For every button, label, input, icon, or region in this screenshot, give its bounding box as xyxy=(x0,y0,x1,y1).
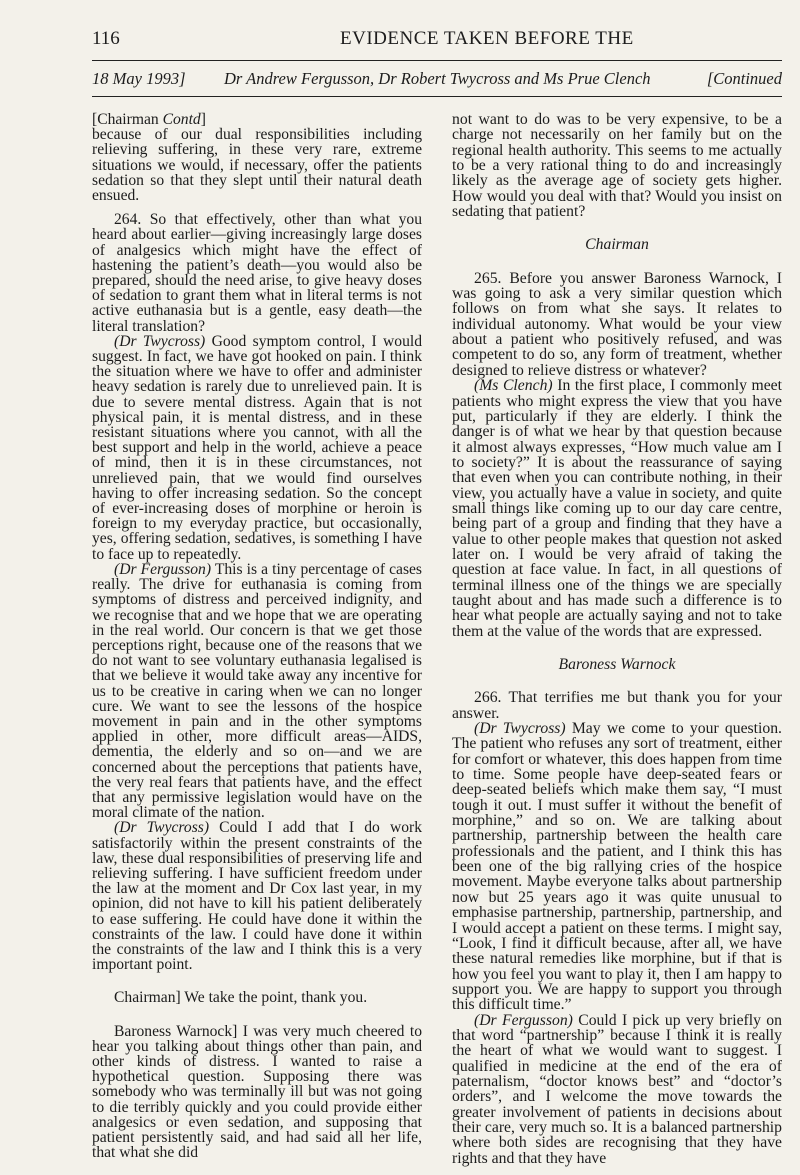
speaker-name: (Dr Twycross) xyxy=(114,332,206,350)
paragraph-text: May we come to your question. The patient who refuses any sort of treatment, either for comfort or whatever, this does happen from time to time. Some people have deep-seated fears or deep-seated beliefs which make them say, “I must tough it out. I must suffer it without the benefit of morphine,” and so on. We are talking about partnership, partnership between the health care professionals and the patient, and I think this has been one of the big rallying cries of the hospice movement. Maybe everyone talks about partnership now but 25 years ago it was quite unusual to emphasise partnership, partnership, partnership, and I would accept a patient on these terms. I might say, “Look, I find it difficult because, after all, we have these natural remedies like morphine, but if that is how you feel you want to play it, then I am happy to support you. We are happy to support you through this difficult time.” xyxy=(452,720,782,1014)
continued-label: [Continued xyxy=(706,69,782,88)
paragraph-text: In the first place, I commonly meet patients who might express the view that you have put, particularly if they are elderly. I think the danger is of what we hear by that question because it almost always expresses, “How much value am I to society?” It is about the reassurance of saying that even when you can contribute nothing, in their view, you actually have a value in society, and quite small things like coming up to our day care centre, being part of a group and finding that they have a value to other people makes that question not asked later on. I would be very afraid of taking the question at face value. In fact, in all questions of terminal illness one of the things we are specially taught about and has made such a difference is to hear what people are actually saying and not to take them at the value of the words that are expressed. xyxy=(452,377,783,640)
paragraph: not want to do was to be very expensive, to be a charge not necessarily on her family but on the regional health authority. This seems to me actually to be a very rational thing to do and increasingly likely as the average age of society gets higher. How would you deal with that? Would you insist on sedating that patient? xyxy=(452,111,782,221)
paragraph: Baroness Warnock] I was very much cheered to hear you talking about things other than pain, and other kinds of distress. I wanted to raise a hypothetical question. Supposing there was somebody who was terminally ill but was not going to die terribly quickly and you could provide either analgesics or even sedation, and supposing that patient persistently said, and had said all her life, that what she did xyxy=(92,1022,422,1162)
paragraph-text: Could I add that I do work satisfactorily within the present constraints of the law, these dual responsibilities of preserving life and relieving suffering. I have sufficient freedom under the law at the moment and Dr Cox last year, in my opinion, did not have to kill his patient deliberately to ease suffering. He could have done it within the constraints of the law. I could have done it within the constraints of the law and I think this is a very important point. xyxy=(92,819,422,974)
header-rule xyxy=(92,60,782,61)
speaker-name: (Ms Clench) xyxy=(474,377,553,395)
section-heading: Chairman xyxy=(585,236,649,254)
paragraph: Chairman] We take the point, thank you. xyxy=(114,989,368,1007)
page-number: 116 xyxy=(92,28,120,49)
speaker-name: (Dr Fergusson) xyxy=(114,560,212,578)
paragraph-text: Good symptom control, I would suggest. In fact, we have got hooked on pain. I think the situation where we have to offer and administer heavy sedation is rarely due to unrelieved pain. It is due to severe mental distress. Again that is not physical pain, it is mental distress, and in these resistant situations where you cannot, with all the best support and help in the world, achieve a peace of mind, then it is in these circumstances, not unrelieved pain, that we would find ourselves having to offer increasing sedation. So the concept of ever-increasing doses of morphine or heroin is foreign to my everyday practice, but occasionally, yes, offering sedation, sedatives, is something I have to face up to repeatedly. xyxy=(92,332,422,563)
paragraph: 266. That terrifies me but thank you for your answer. xyxy=(452,689,782,722)
page-title: EVIDENCE TAKEN BEFORE THE xyxy=(340,28,634,49)
running-head-rule xyxy=(92,96,782,97)
paragraph xyxy=(452,1013,782,1166)
paragraph-text: This is a tiny percentage of cases really. The drive for euthanasia is coming from symptoms of distress and perceived indignity, and we recognise that and we hope that we are operating in the real world. Our concern is that we get those perceptions right, because one of the reasons that we do not want to see voluntary euthanasia legalised is that we believe it would take away any incentive for us to be creative in caring when we can no longer cure. We want to see the lessons of the hospice movement in pain and in the other symptoms applied in other, more difficult areas—AIDS, dementia, the elderly and so on—and we are concerned about the perceptions that patients have, the very real fears that patients have, and the effect that any permissive legislation would have on the moral climate of the nation. xyxy=(92,560,423,822)
paragraph xyxy=(92,562,422,820)
speaker-label: [Chairman Contd] xyxy=(92,111,206,128)
left-column xyxy=(92,112,422,1160)
paragraph xyxy=(92,820,422,972)
paragraph: 265. Before you answer Baroness Warnock, I was going to ask a very similar question which follows on from what she says. It relates to individual autonomy. What would be your view about a patient who positively refused, and was competent to do so, any form of treatment, whether designed to relieve distress or whatever? xyxy=(452,269,782,379)
paragraph: 264. So that effectively, other than what you heard about earlier—giving increasingly large doses of analgesics which might have the effect of hastening the patient’s death—you would also be prepared, should the need arise, to give heavy doses of sedation to grant them what in literal terms is not active euthanasia but is a gentle, easy death—the literal translation? xyxy=(92,211,422,335)
paragraph xyxy=(92,334,422,562)
speaker-name: (Dr Fergusson) xyxy=(474,1011,573,1029)
paragraph xyxy=(452,378,782,639)
right-column xyxy=(452,112,782,1166)
session-date: 18 May 1993] xyxy=(92,69,186,88)
witness-names: Dr Andrew Fergusson, Dr Robert Twycross and Ms Prue Clench xyxy=(224,69,651,88)
paragraph-text: Could I pick up very briefly on that word “partnership” because I think it is really the heart of what we would want to suggest. I qualified in medicine at the end of the era of paternalism, “doctor knows best” and “doctor’s orders”, and I welcome the move towards the greater involvement of patients in decisions about their care, very much so. It is a balanced partnership where both sides are recognising that they have rights and that they have xyxy=(452,1011,782,1167)
section-heading: Baroness Warnock xyxy=(558,656,676,673)
speaker-name: (Dr Twycross) xyxy=(114,819,210,837)
paragraph xyxy=(452,721,782,1013)
speaker-name: (Dr Twycross) xyxy=(474,720,566,738)
paragraph: because of our dual responsibilities including relieving suffering, in these very rare, extreme situations we would, if necessary, offer the patients sedation so that they slept until their natural death ensued. xyxy=(92,126,422,205)
